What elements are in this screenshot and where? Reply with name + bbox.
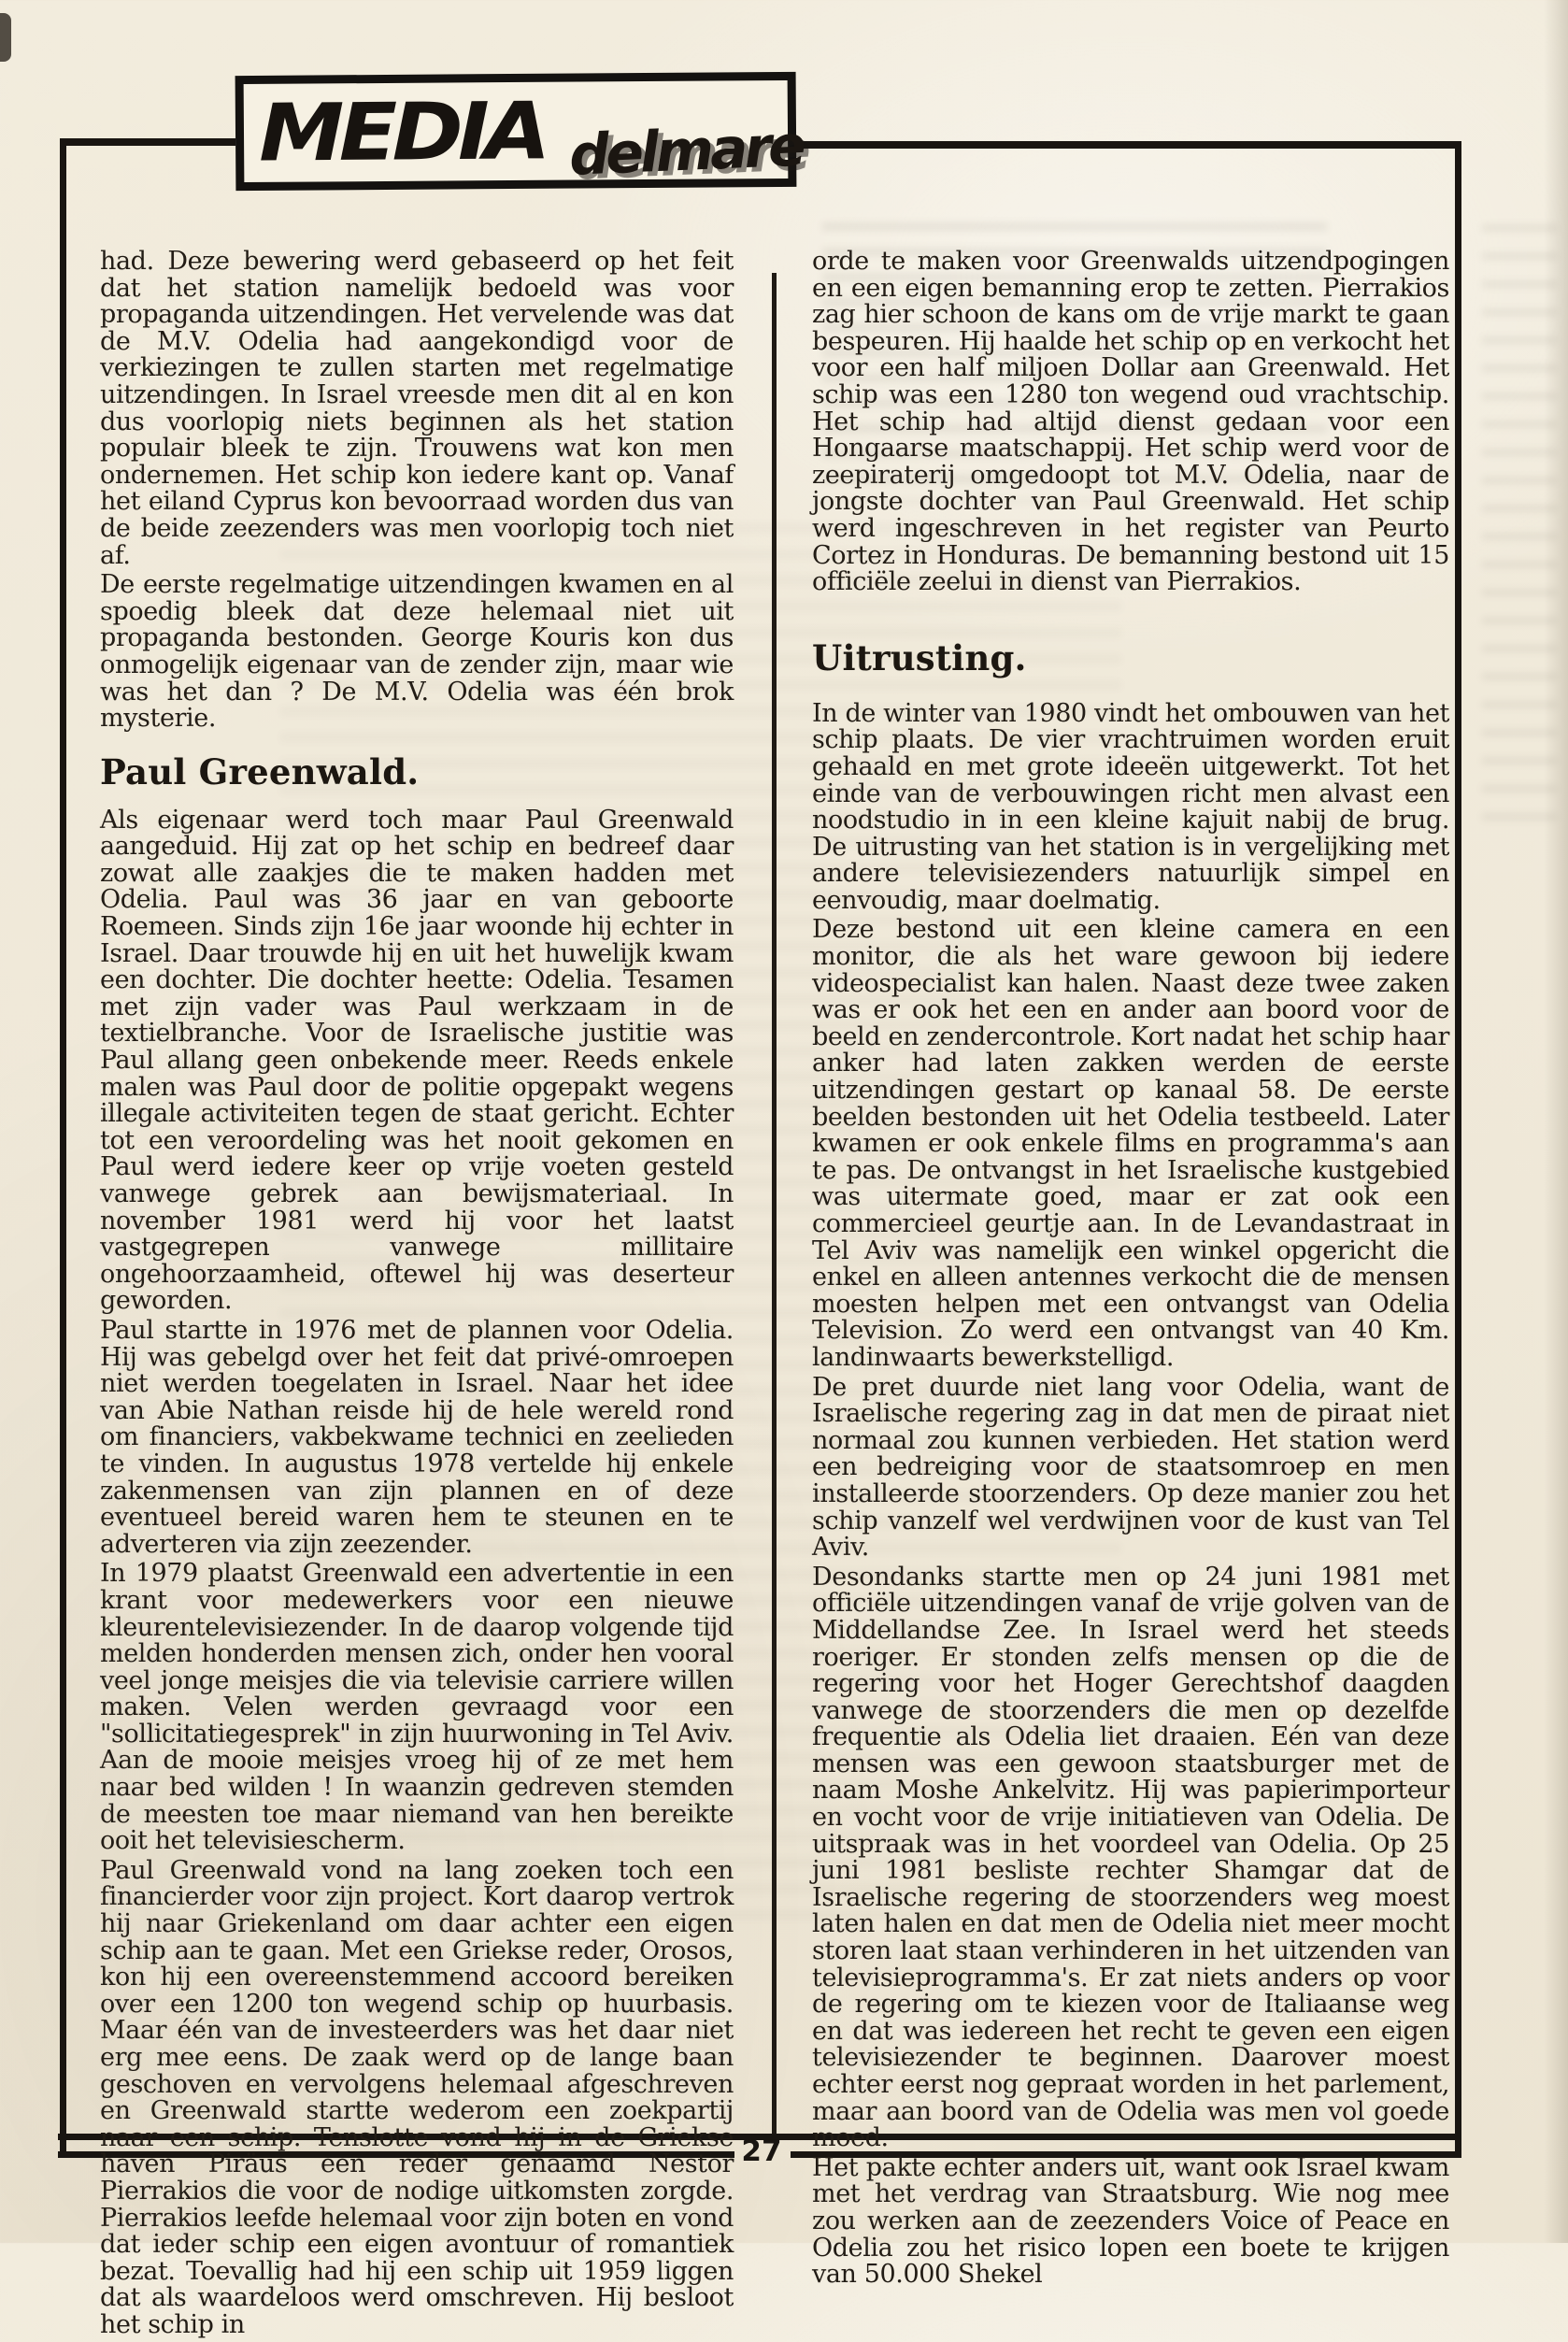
column-divider-rule — [772, 273, 777, 2134]
body-paragraph: Als eigenaar werd toch maar Paul Greenwald aangeduid. Hij zat op het schip en bedreef daar zowat alle zaakjes die te maken hadden met Odelia. Paul was 36 jaar en van geboorte Roemeen. Sinds zijn 16e jaar woonde hij echter in Israel. Daar trouwde hij en uit het huwelijk kwam een dochter. Die dochter heette: Odelia. Tesamen met zijn vader was Paul werkzaam in de textielbranche. Voor de Israelische justitie was Paul allang geen onbekende meer. Reeds enkele malen was Paul door de politie opgepakt wegens illegale activiteiten tegen de staat gericht. Echter tot een veroordeling was het nooit gekomen en Paul werd iedere keer op vrije voeten gesteld vanwege gebrek aan bewijsmateriaal. In november 1981 werd hij voor het laatst vastgegrepen vanwege millitaire ongehoorzaamheid, oftewel hij was deserteur geworden. — [100, 805, 734, 1316]
section-heading: Paul Greenwald. — [100, 750, 420, 793]
magazine-logo — [235, 72, 805, 191]
body-paragraph: De pret duurde niet lang voor Odelia, want de Israelische regering zag in dat men de piraat niet normaal zou kunnen verbieden. Het station werd een bedreiging voor de staatsomroep en men installeerde stoorzenders. Op deze manier zou het schip vanzelf wel verdwijnen voor de kust van Tel Aviv. — [812, 1372, 1449, 1563]
body-paragraph: had. Deze bewering werd gebaseerd op het feit dat het station namelijk bedoeld was voor propaganda uitzendingen. Het vervelende was dat de M.V. Odelia had aangekondigd voor de verkiezingen te zullen starten met regelmatige uitzendingen. In Israel vreesde men dit al en kon dus voorlopig niets beginnen als het station populair bleek te zijn. Trouwens wat kon men ondernemen. Het schip kon iedere kant op. Vanaf het eiland Cyprus kon bevoorraad worden dus van de beide zeezenders was men voorlopig toch niet af. — [100, 247, 734, 570]
left-column — [100, 249, 734, 2342]
frame-top-rule-right — [794, 141, 1461, 149]
section-heading: Uitrusting. — [812, 636, 1027, 678]
page-number: 27 — [741, 2135, 782, 2168]
body-paragraph: orde te maken voor Greenwalds uitzendpogingen en een eigen bemanning erop te zetten. Pierrakios zag hier schoon de kans om de vrije markt te gaan bespeuren. Hij haalde het schip op en verkocht het voor een half miljoen Dollar aan Greenwald. Het schip was een 1280 ton wegend oud vrachtschip. Het schip had altijd dienst gedaan voor een Hongaarse maatschappij. Het schip werd voor de zeepiraterij omgedoopt tot M.V. Odelia, naar de jongste dochter van Paul Greenwald. Het schip werd ingeschreven in het register van Peurto Cortez in Honduras. De bemanning bestond uit 15 officiële zeelui in dienst van Pierrakios. — [812, 247, 1449, 597]
body-paragraph: Paul Greenwald vond na lang zoeken toch een financierder voor zijn project. Kort daarop vertrok hij naar Griekenland om daar achter een eigen schip aan te gaan. Met een Griekse reder, Orosos, kon hij een overeenstemmend accoord bereiken over een 1200 ton wegend schip op huurbasis. Maar één van de investeerders was het daar niet erg mee eens. De zaak werd op de lange baan geschoven en vervolgens helemaal afgeschreven en Greenwald startte wederom een zoekpartij naar een schip. Tenslotte vond hij in de Griekse haven Piräus een reder genaamd Nestor Pierrakios die voor de nodige uitkomsten zorgde. Pierrakios leefde helemaal voor zijn boten en vond dat ieder schip een eigen avontuur of romantiek bezat. Toevallig had hij een schip uit 1959 liggen dat als waardeloos werd omschreven. Hij besloot het schip in — [100, 1855, 734, 2339]
body-paragraph: Paul startte in 1976 met de plannen voor Odelia. Hij was gebelgd over het feit dat privé-omroepen niet werden toegelaten in Israel. Naar het idee van Abie Nathan reisde hij de hele wereld rond om financiers, vakbekwame technici en zeelieden te vinden. In augustus 1978 vertelde hij enkele zakenmensen van zijn plannen en of deze eventueel bereid waren hem te steunen en te adverteren via zijn zeezender. — [100, 1315, 734, 1559]
scan-edge-mark — [0, 13, 11, 62]
scan-edge-shadow — [1544, 0, 1568, 2243]
reverse-side-ghost-print — [1482, 224, 1557, 822]
body-paragraph: In 1979 plaatst Greenwald een advertentie in een krant voor medewerkers voor een nieuwe kleurentelevisiezender. In de daarop volgende tijd melden honderden mensen zich, onder hen vooral veel jonge meisjes die via televisie carriere willen maken. Velen werden gevraagd voor een "sollicitatiegesprek" in zijn huurwoning in Tel Aviv. Aan de mooie meisjes vroeg hij of ze met hem naar bed wilden ! In waanzin gedreven stemden de meesten toe maar niemand van hen bereikte ooit het televisiescherm. — [100, 1559, 734, 1856]
frame-border-left — [60, 138, 66, 2155]
frame-border-right — [1455, 142, 1461, 2155]
body-paragraph: Desondanks startte men op 24 juni 1981 met officiële uitzendingen vanaf de vrije golven van de Middellandse Zee. In Israel werd het steeds roeriger. Er stonden zelfs mensen op die de regering voor het Hoger Gerechtshof daagden vanwege de stoorzenders die men op dezelfde frequentie als Odelia liet draaien. Eén van deze mensen was een gewoon staatsburger met de naam Moshe Ankelvitz. Hij was papierimporteur en vocht voor de vrije initiatieven van Odelia. De uitspraak was in het voordeel van Odelia. Op 25 juni 1981 besliste rechter Shamgar dat de Israelische regering de stoorzenders weg moest laten halen en dat men de Odelia niet meer mocht storen laat staan verhinderen in het uitzenden van televisieprogramma's. Er zat niets anders op voor de regering om te kiezen voor de Italiaanse weg en dat was iedereen het recht te geven een eigen televisiezender te beginnen. Daarover moest echter eerst nog gepraat worden in het parlement, maar aan boord van de Odelia was men vol goede moed. — [812, 1562, 1449, 2153]
body-paragraph: In de winter van 1980 vindt het ombouwen van het schip plaats. De vier vrachtruimen worden eruit gehaald en met grote ideeën uitgewerkt. Tot het einde van de verbouwingen richt men alvast een noodstudio in in een kleine kajuit nabij de brug. De uitrusting van het station is in vergelijking met andere televisiezenders natuurlijk simpel en eenvoudig, maar doelmatig. — [812, 698, 1449, 915]
body-paragraph: Het pakte echter anders uit, want ook Israel kwam met het verdrag van Straatsburg. Wie nog mee zou werken aan de zeezenders Voice of Peace en Odelia zou het risico lopen een boete te krijgen van 50.000 Shekel — [812, 2152, 1449, 2290]
frame-top-rule-left — [60, 138, 239, 146]
body-paragraph: De eerste regelmatige uitzendingen kwamen en al spoedig bleek dat deze helemaal niet uit propaganda bestonden. George Kouris kon dus onmogelijk eigenaar van de zender zijn, maar wie was het dan ? De M.V. Odelia was één brok mysterie. — [100, 570, 734, 734]
right-column — [812, 249, 1449, 2292]
logo-media-wordmark: MEDIA — [258, 84, 546, 179]
logo-delmare-wordmark: delmare — [567, 113, 805, 189]
body-paragraph: Deze bestond uit een kleine camera en een monitor, die als het ware gewoon bij iedere videospecialist kan halen. Naast deze twee zaken was er ook het een en ander aan boord voor de beeld en zendercontrole. Kort nadat het schip haar anker had laten zakken werden de eerste uitzendingen gestart op kanaal 58. De eerste beelden bestonden uit het Odelia testbeeld. Later kwamen er ook enkele films en programma's aan te pas. De ontvangst in het Israelische kustgebied was uitermate goed, maar er zat ook een commercieel geurtje aan. In de Levandastraat in Tel Aviv was namelijk een winkel opgericht die enkel en alleen antennes verkocht die de mensen moesten helpen met een ontvangst van Odelia Television. Zo werd een ontvangst van 40 Km. landinwaarts bewerkstelligd. — [812, 915, 1449, 1372]
